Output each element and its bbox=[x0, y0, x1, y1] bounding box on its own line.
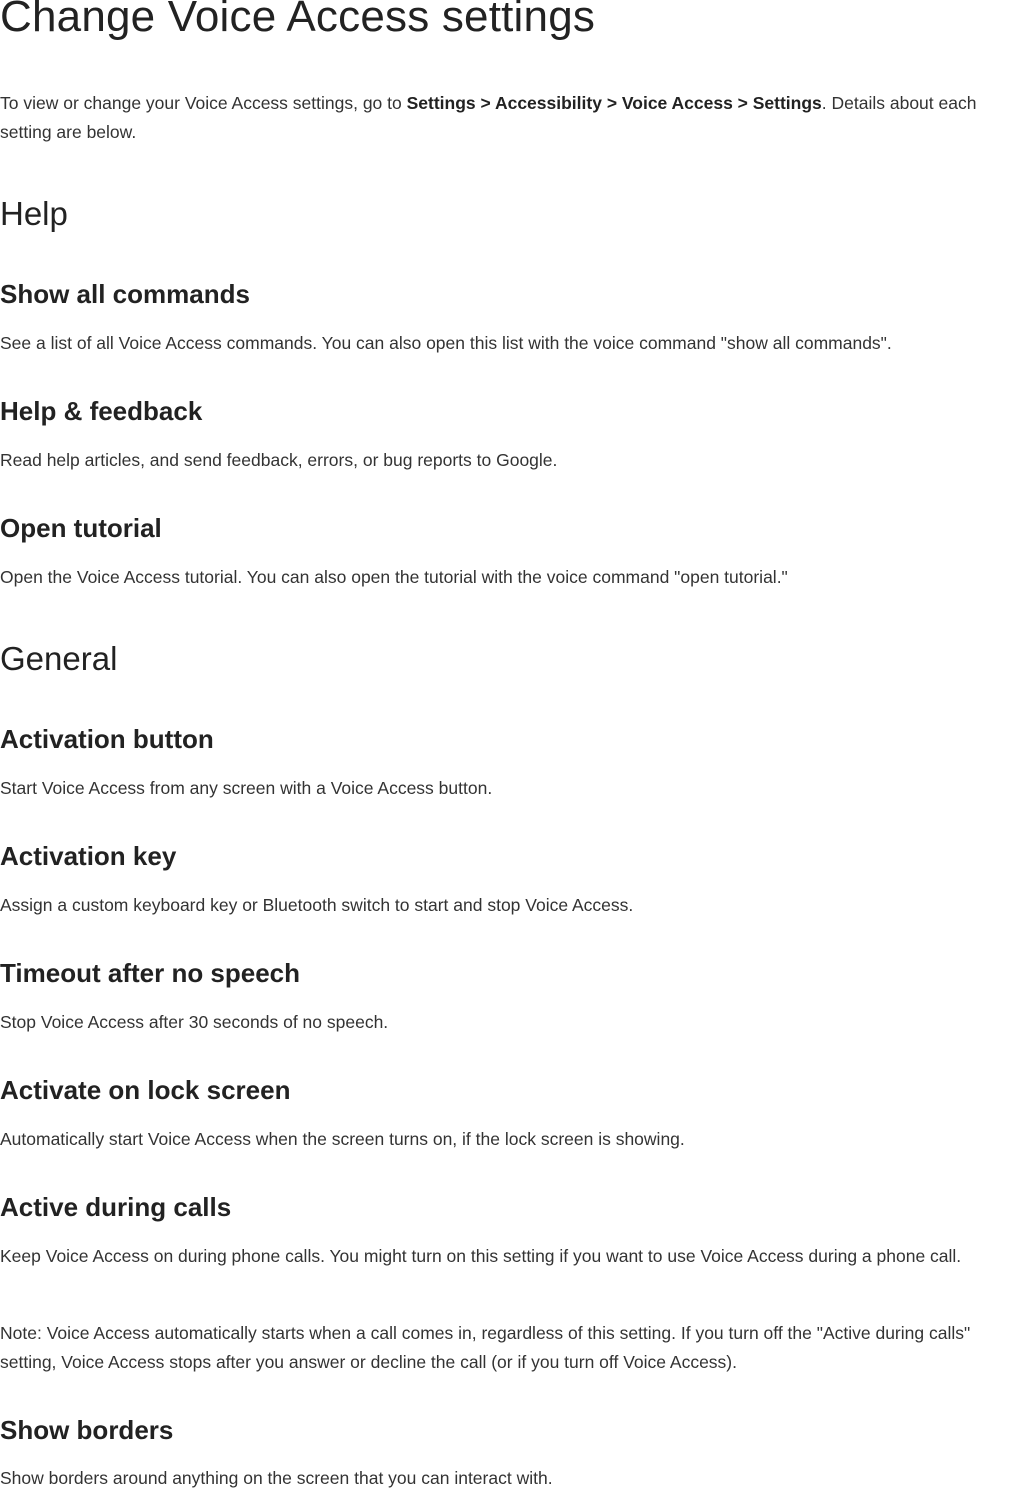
section-heading-help: Help bbox=[0, 195, 68, 232]
setting-description-open-tutorial: Open the Voice Access tutorial. You can also open the tutorial with the voice command "open tutorial." bbox=[0, 567, 788, 587]
page-title: Change Voice Access settings bbox=[0, 0, 596, 41]
setting-description-show-all-commands: See a list of all Voice Access commands. You can also open this list with the voice command "show all commands". bbox=[0, 333, 892, 353]
setting-heading-activation-button: Activation button bbox=[0, 724, 214, 754]
setting-description-help-feedback: Read help articles, and send feedback, errors, or bug reports to Google. bbox=[0, 450, 558, 470]
section-heading-general: General bbox=[0, 640, 118, 677]
setting-heading-show-borders: Show borders bbox=[0, 1415, 174, 1445]
intro-paragraph bbox=[0, 89, 1013, 147]
setting-heading-open-tutorial: Open tutorial bbox=[0, 513, 162, 543]
setting-description-timeout-after-no-speech: Stop Voice Access after 30 seconds of no speech. bbox=[0, 1012, 389, 1032]
setting-description-activate-on-lock-screen: Automatically start Voice Access when the screen turns on, if the lock screen is showing. bbox=[0, 1129, 685, 1149]
setting-heading-activate-on-lock-screen: Activate on lock screen bbox=[0, 1075, 291, 1105]
setting-heading-active-during-calls: Active during calls bbox=[0, 1192, 232, 1222]
intro-text-after: . Details about each setting are below. bbox=[0, 93, 977, 142]
setting-heading-show-all-commands: Show all commands bbox=[0, 279, 250, 309]
setting-description-show-borders: Show borders around anything on the screen that you can interact with. bbox=[0, 1468, 553, 1488]
setting-note-active-during-calls: Note: Voice Access automatically starts when a call comes in, regardless of this setting. If you turn off the "Active during calls" setting, Voice Access stops after you answer or decline the call (or if you turn off Voice Access). bbox=[0, 1323, 971, 1372]
setting-description-activation-button: Start Voice Access from any screen with a Voice Access button. bbox=[0, 778, 493, 798]
settings-path: Settings > Accessibility > Voice Access > Settings bbox=[406, 93, 822, 113]
setting-description-active-during-calls: Keep Voice Access on during phone calls. You might turn on this setting if you want to use Voice Access during a phone call. bbox=[0, 1246, 962, 1266]
intro-text-before: To view or change your Voice Access settings, go to bbox=[0, 93, 407, 113]
setting-heading-activation-key: Activation key bbox=[0, 841, 177, 871]
setting-description-activation-key: Assign a custom keyboard key or Bluetooth switch to start and stop Voice Access. bbox=[0, 895, 634, 915]
setting-heading-help-feedback: Help & feedback bbox=[0, 396, 203, 426]
setting-heading-timeout-after-no-speech: Timeout after no speech bbox=[0, 958, 301, 988]
